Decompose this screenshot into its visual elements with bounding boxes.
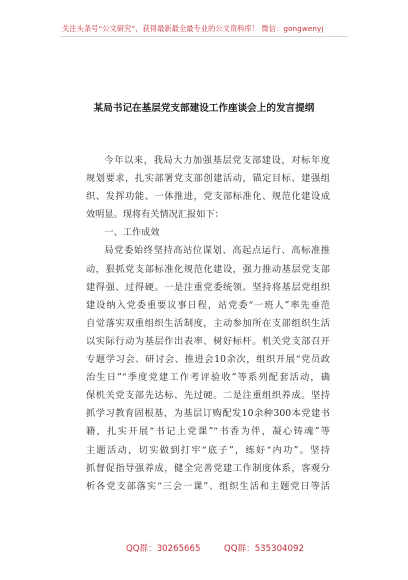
body-line: 主题活动，切实做到打牢“底子”，练好“内功”。坚持 — [86, 444, 330, 456]
body-line: 一、工作成效 — [104, 227, 160, 239]
body-line: 抓督促指导强养成，健全完善党建工作制度体系，客观分 — [86, 462, 330, 474]
body-line: 自觉落实双重组织生活制度，主动参加所在支部组织生活 — [86, 317, 330, 329]
body-line: 专题学习会、研讨会、推进会10余次，组织开展“党员政 — [86, 354, 330, 366]
body-line: 效明显。现将有关情况汇报如下： — [86, 209, 224, 221]
document-title: 某局书记在基层党支部建设工作座谈会上的发言提纲 — [93, 103, 315, 114]
header-divider — [60, 36, 348, 37]
body-line: 析各党支部落实“三会一课”、组织生活和主题党日等活 — [86, 480, 330, 492]
body-line: 织、发挥功能、一体推进，党支部标准化、规范化建设成 — [86, 191, 330, 203]
body-line: 规划要求，扎实部署党支部创建活动，锚定目标、建强组 — [86, 173, 330, 185]
header-banner: 关注头条号“公文研究”，获得最新最全最专业的公文资料库！ 微信：gongwenyj — [62, 24, 324, 33]
body-line: 籍，扎实开展“书记上党课”“书香为伴，凝心铸魂”等 — [86, 426, 330, 438]
body-line: 动，狠抓党支部标准化规范化建设，强力推动基层党支部 — [86, 263, 330, 275]
footer-qq-group-1: QQ群：30265665 — [126, 544, 201, 554]
body-line: 建设纳入党委重要议事日程，站党委“一班人”率先垂范 — [86, 299, 330, 311]
document-body — [86, 152, 330, 496]
body-line: 以实际行动为基层作出表率、树好标杆。机关党支部召开 — [86, 335, 330, 347]
body-line: 局党委始终坚持高站位谋划、高起点运行、高标准推 — [104, 245, 330, 257]
body-line: 治生日”“季度党建工作考评验收”等系列配套活动，确 — [86, 372, 330, 384]
body-line: 今年以来，我局大力加强基层党支部建设，对标年度 — [104, 155, 330, 166]
body-line: 抓学习教育固根基，为基层订购配发10余种300本党建书 — [86, 408, 330, 420]
body-line: 建得强、过得硬。一是注重党委统领。坚持将基层党组织 — [86, 281, 330, 293]
footer-qq-group-2: QQ群：535304092 — [224, 544, 304, 554]
body-line: 保机关党支部先达标、先过硬。二是注重组织养成。坚持 — [86, 390, 330, 402]
